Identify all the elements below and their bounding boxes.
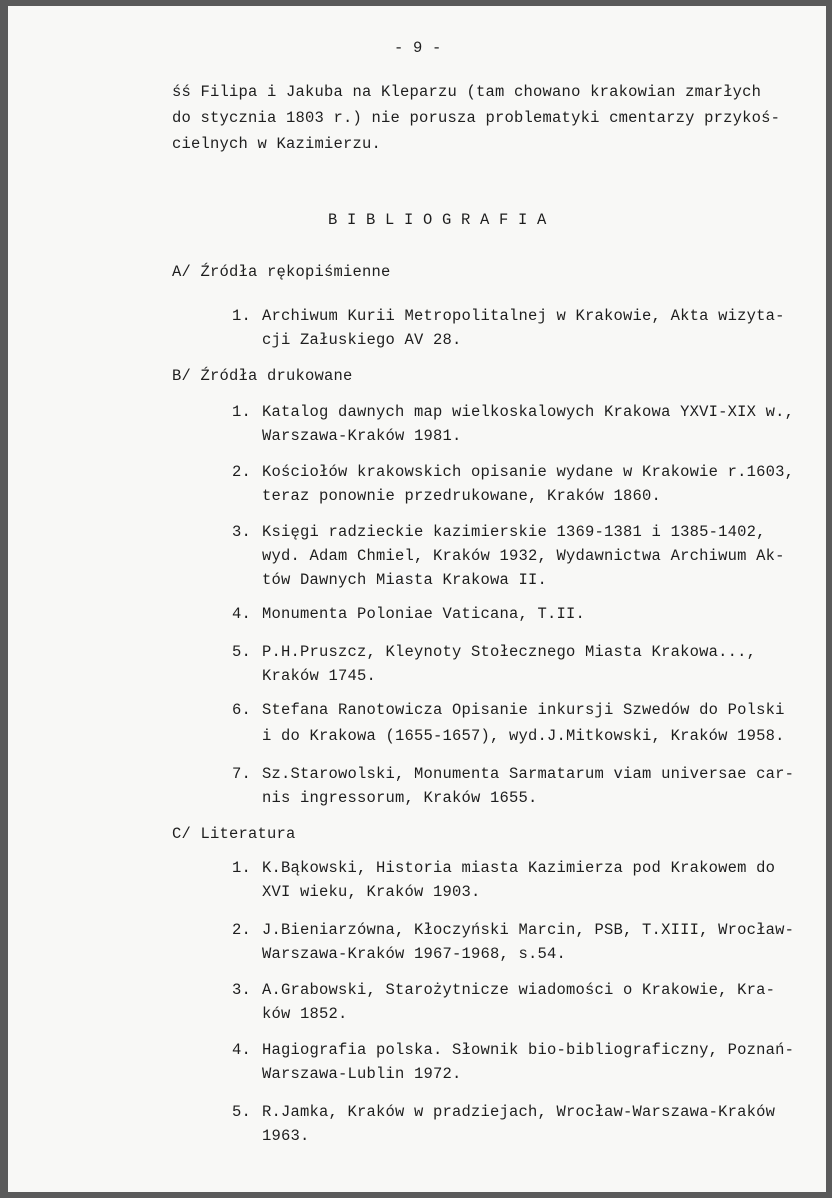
item-number: 2. bbox=[232, 921, 252, 939]
item-line: Warszawa-Lublin 1972. bbox=[262, 1065, 462, 1083]
item-number: 4. bbox=[232, 605, 252, 623]
item-line: Warszawa-Kraków 1981. bbox=[262, 427, 462, 445]
item-number: 1. bbox=[232, 403, 252, 421]
item-line: Monumenta Poloniae Vaticana, T.II. bbox=[262, 605, 586, 623]
section-label: A/ Źródła rękopiśmienne bbox=[172, 263, 391, 281]
item-number: 5. bbox=[232, 1103, 252, 1121]
intro-line: cielnych w Kazimierzu. bbox=[172, 135, 382, 153]
item-number: 7. bbox=[232, 765, 252, 783]
item-line: Warszawa-Kraków 1967-1968, s.54. bbox=[262, 945, 567, 963]
item-line: Sz.Starowolski, Monumenta Sarmatarum viam universae car- bbox=[262, 765, 795, 783]
item-line: Katalog dawnych map wielkoskalowych Krakowa YXVI-XIX w., bbox=[262, 403, 795, 421]
item-line: wyd. Adam Chmiel, Kraków 1932, Wydawnictwa Archiwum Ak- bbox=[262, 547, 785, 565]
item-line: A.Grabowski, Starożytnicze wiadomości o Krakowie, Kra- bbox=[262, 981, 776, 999]
item-line: ków 1852. bbox=[262, 1005, 348, 1023]
intro-line: do stycznia 1803 r.) nie porusza problematyki cmentarzy przykoś- bbox=[172, 109, 781, 127]
item-number: 4. bbox=[232, 1041, 252, 1059]
item-line: Stefana Ranotowicza Opisanie inkursji Szwedów do Polski bbox=[262, 701, 785, 719]
section-label: B/ Źródła drukowane bbox=[172, 367, 353, 385]
section-label: C/ Literatura bbox=[172, 825, 296, 843]
item-number: 3. bbox=[232, 523, 252, 541]
item-line: tów Dawnych Miasta Krakowa II. bbox=[262, 571, 548, 589]
item-line: Kościołów krakowskich opisanie wydane w Krakowie r.1603, bbox=[262, 463, 795, 481]
item-line: XVI wieku, Kraków 1903. bbox=[262, 883, 481, 901]
item-line: Kraków 1745. bbox=[262, 667, 377, 685]
item-line: Hagiografia polska. Słownik bio-bibliograficzny, Poznań- bbox=[262, 1041, 795, 1059]
page-number: - 9 - bbox=[394, 39, 442, 57]
item-line: Archiwum Kurii Metropolitalnej w Krakowie, Akta wizyta- bbox=[262, 307, 785, 325]
item-number: 6. bbox=[232, 701, 252, 719]
bibliography-heading: B I B L I O G R A F I A bbox=[328, 211, 547, 229]
item-number: 1. bbox=[232, 307, 252, 325]
item-line: Księgi radzieckie kazimierskie 1369-1381 i 1385-1402, bbox=[262, 523, 766, 541]
item-number: 2. bbox=[232, 463, 252, 481]
item-line: 1963. bbox=[262, 1127, 310, 1145]
item-line: nis ingressorum, Kraków 1655. bbox=[262, 789, 538, 807]
document-page bbox=[8, 6, 826, 1192]
item-number: 3. bbox=[232, 981, 252, 999]
item-line: J.Bieniarzówna, Kłoczyński Marcin, PSB, T.XIII, Wrocław- bbox=[262, 921, 795, 939]
item-line: P.H.Pruszcz, Kleynoty Stołecznego Miasta Krakowa..., bbox=[262, 643, 757, 661]
item-line: K.Bąkowski, Historia miasta Kazimierza pod Krakowem do bbox=[262, 859, 776, 877]
item-number: 1. bbox=[232, 859, 252, 877]
item-number: 5. bbox=[232, 643, 252, 661]
item-line: cji Załuskiego AV 28. bbox=[262, 331, 462, 349]
item-line: R.Jamka, Kraków w pradziejach, Wrocław-Warszawa-Kraków bbox=[262, 1103, 776, 1121]
intro-line: śś Filipa i Jakuba na Kleparzu (tam chowano krakowian zmarłych bbox=[172, 83, 762, 101]
item-line: i do Krakowa (1655-1657), wyd.J.Mitkowski, Kraków 1958. bbox=[262, 727, 785, 745]
item-line: teraz ponownie przedrukowane, Kraków 1860. bbox=[262, 487, 662, 505]
